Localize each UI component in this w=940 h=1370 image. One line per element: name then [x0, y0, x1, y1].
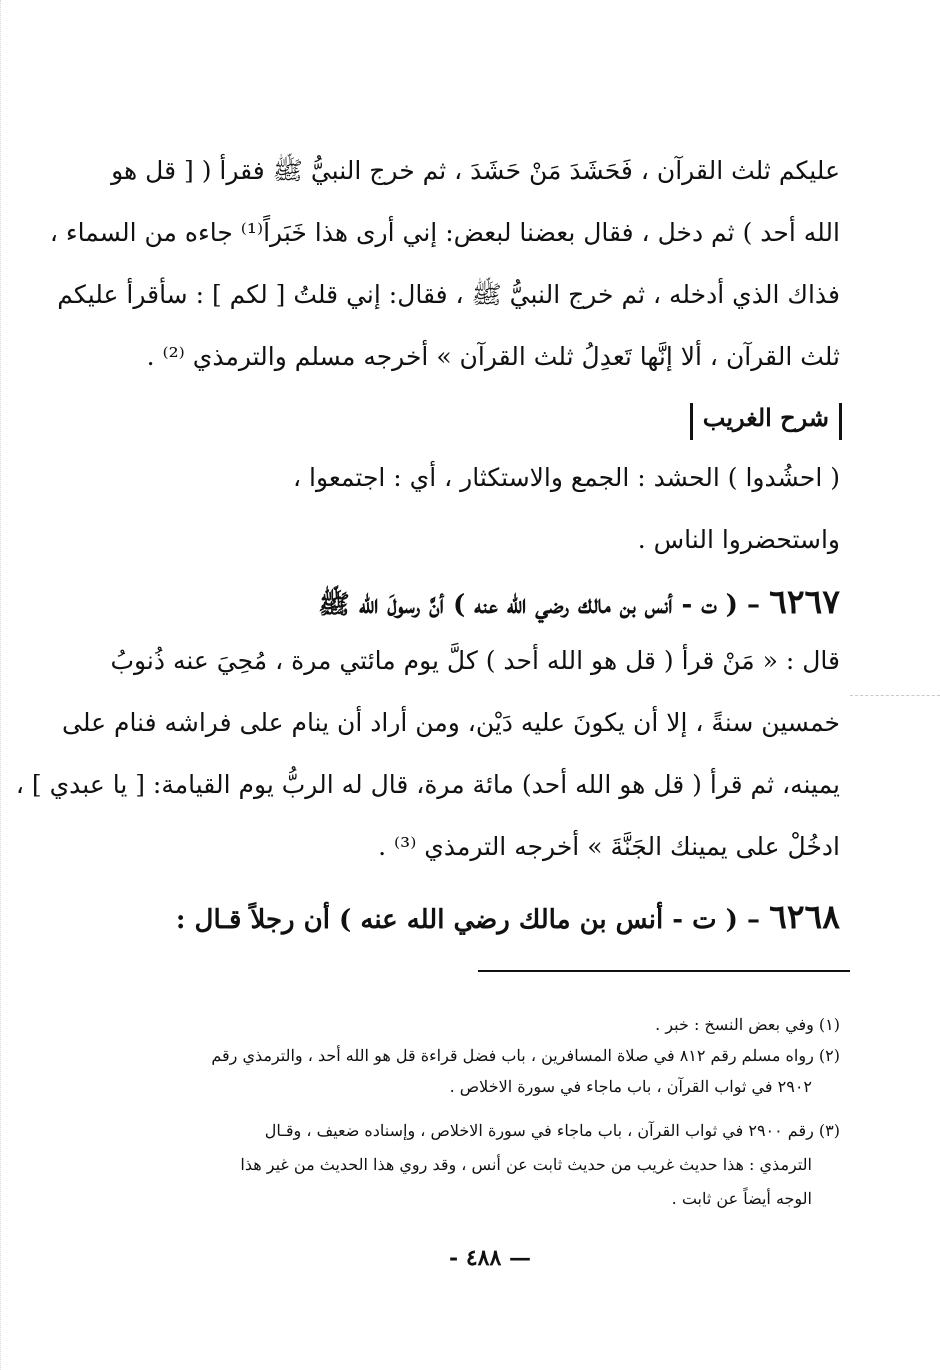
hadith-attribution: – ( ت - أنس بن مالك رضي الله عنه ) أن رجلاً قـال :: [175, 905, 761, 935]
text-line: قال : « مَنْ قرأ ( قل هو الله أحد ) كلَّ يوم مائتي مرة ، مُحِيَ عنه ذُنوبُ: [110, 646, 840, 675]
footnote-2: (٢) رواه مسلم رقم ٨١٢ في صلاة المسافرين ، باب فضل قراءة قل هو الله أحد ، والترمذي رقم: [211, 1046, 840, 1065]
hadith-attribution: – ( ت - أنس بن مالك رضي الله عنه ) أنَّ رسولَ الله ﷺ: [318, 590, 761, 620]
text-line: الله أحد ) ثم دخل ، فقال بعضنا لبعض: إني أرى هذا خَبَراً⁽¹⁾ جاءه من السماء ،: [49, 218, 840, 247]
text-line: ادخُلْ على يمينك الجَنَّةَ » أخرجه الترمذي ⁽³⁾ .: [378, 832, 840, 861]
text-line: يمينه، ثم قرأ ( قل هو الله أحد) مائة مرة، قال له الربُّ يوم القيامة: [ يا عبدي ] ،: [15, 770, 840, 799]
footnote-1: (١) وفي بعض النسخ : خبر .: [655, 1015, 840, 1034]
footnote-3-continuation: الوجه أيضاً عن ثابت .: [671, 1189, 812, 1208]
footnote-3-continuation: الترمذي : هذا حديث غريب من حديث ثابت عن أنس ، وقد روي هذا الحديث من غير هذا: [240, 1155, 812, 1174]
footnote-2-continuation: ٢٩٠٢ في ثواب القرآن ، باب ماجاء في سورة الاخلاص .: [449, 1077, 812, 1096]
text-line: فذاك الذي أدخله ، ثم خرج النبيُّ ﷺ ، فقال: إني قلتُ [ لكم ] : سأقرأ عليكم: [57, 280, 840, 309]
section-heading: شرح الغريب: [690, 403, 842, 440]
footnote-3: (٣) رقم ٢٩٠٠ في ثواب القرآن ، باب ماجاء في سورة الاخلاص ، وإسناده ضعيف ، وقـال: [264, 1121, 840, 1140]
hadith-entry-6268-heading: [175, 897, 840, 936]
hadith-number: ٦٢٦٨: [769, 897, 840, 936]
text-line: عليكم ثلث القرآن ، فَحَشَدَ مَنْ حَشَدَ ، ثم خرج النبيُّ ﷺ فقرأ ( [ قل هو: [111, 156, 840, 185]
footnote-separator: [478, 970, 850, 972]
page-number: — ٤٨٨ -: [449, 1245, 531, 1271]
gloss-line: ( احشُدوا ) الحشد : الجمع والاستكثار ، أي : اجتمعوا ،: [293, 463, 840, 492]
main-text-block: [15, 0, 840, 960]
footnotes-block: [112, 1012, 840, 1222]
text-line: خمسين سنةً ، إلا أن يكونَ عليه دَيْن، ومن أراد أن ينام على فراشه فنام على: [61, 708, 840, 737]
hadith-entry-6267-heading: [318, 582, 840, 621]
hadith-number: ٦٢٦٧: [769, 582, 840, 621]
gloss-line: واستحضروا الناس .: [637, 525, 840, 554]
scan-margin-mark: [850, 695, 940, 696]
text-line: ثلث القرآن ، ألا إنَّها تَعدِلُ ثلث القرآن » أخرجه مسلم والترمذي ⁽²⁾ .: [146, 342, 840, 371]
scan-margin-line: [0, 0, 1, 1370]
